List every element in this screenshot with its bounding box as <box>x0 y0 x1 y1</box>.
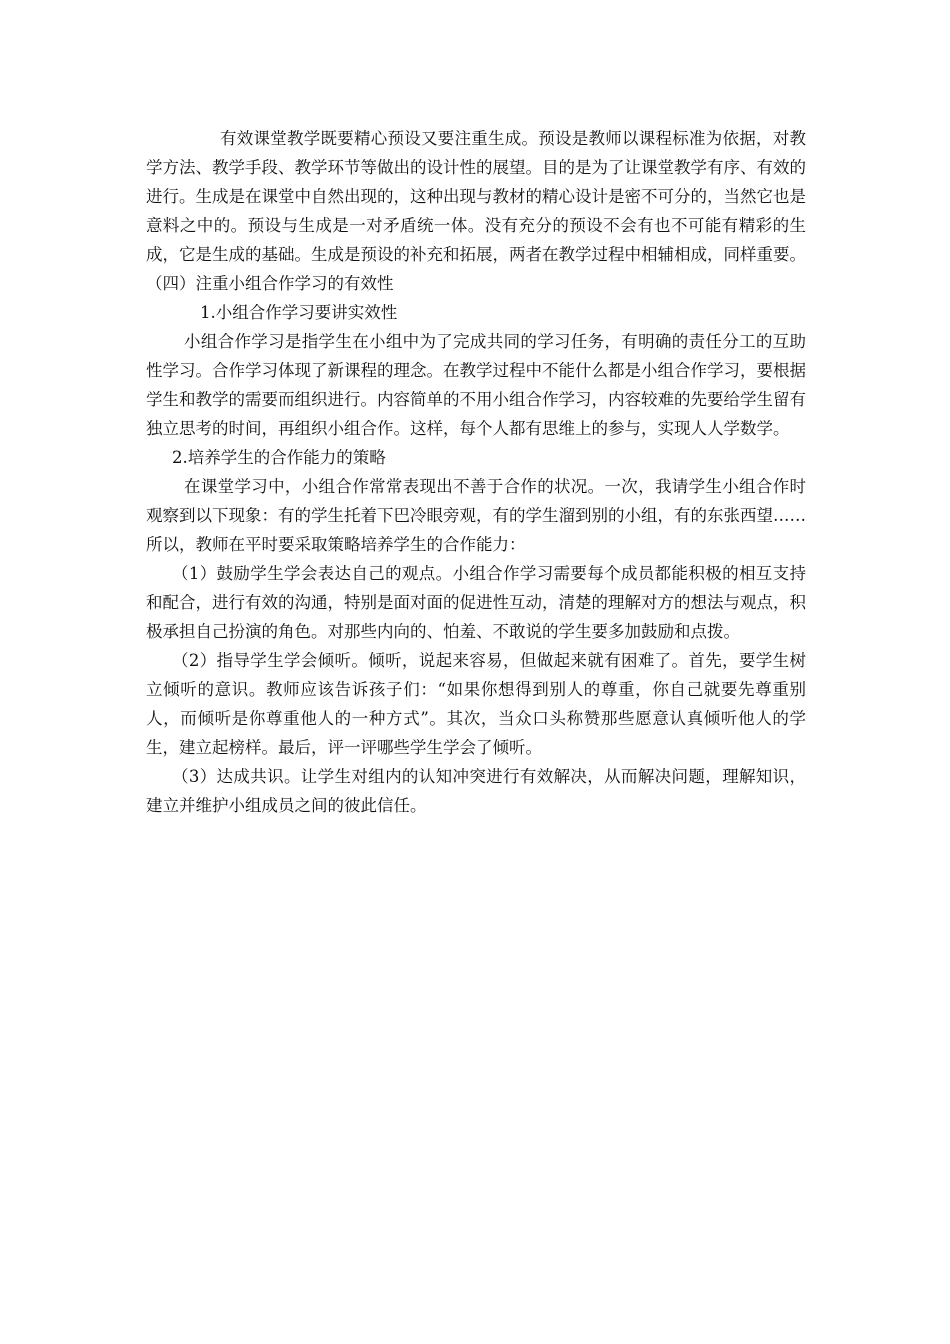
paragraph-preset-generation: 有效课堂教学既要精心预设又要注重生成。预设是教师以课程标准为依据，对教学方法、教学手段、教学环节等做出的设计性的展望。目的是为了让课堂教学有序、有效的进行。生成是在课堂中自然出现的，这种出现与教材的精心设计是密不可分的，当然它也是意料之中的。预设与生成是一对矛盾统一体。没有充分的预设不会有也不可能有精彩的生成，它是生成的基础。生成是预设的补充和拓展，两者在教学过程中相辅相成，同样重要。 <box>146 129 806 264</box>
paragraph-point-2-listen: （2）指导学生学会倾听。倾听，说起来容易，但做起来就有困难了。首先，要学生树立倾听的意识。教师应该告诉孩子们：“如果你想得到别人的尊重，你自己就要先尊重别人，而倾听是你尊重他人的一种方式”。其次，当众口头称赞那些愿意认真倾听他人的学生，建立起榜样。最后，评一评哪些学生学会了倾听。 <box>146 651 806 757</box>
document-body <box>146 124 806 820</box>
paragraph-classroom-observation: 在课堂学习中，小组合作常常表现出不善于合作的状况。一次，我请学生小组合作时观察到以下现象：有的学生托着下巴冷眼旁观，有的学生溜到别的小组，有的东张西望……所以，教师在平时要采取策略培养学生的合作能力： <box>146 477 806 554</box>
paragraph-point-1-express: （1）鼓励学生学会表达自己的观点。小组合作学习需要每个成员都能积极的相互支持和配合，进行有效的沟通，特别是面对面的促进性互动，清楚的理解对方的想法与观点，积极承担自己扮演的角色。对那些内向的、怕羞、不敢说的学生要多加鼓励和点拨。 <box>146 564 806 641</box>
subheading-effectiveness: 1.小组合作学习要讲实效性 <box>200 303 398 322</box>
section-heading-group-cooperation: （四）注重小组合作学习的有效性 <box>146 274 394 293</box>
paragraph-group-learning: 小组合作学习是指学生在小组中为了完成共同的学习任务，有明确的责任分工的互助性学习。合作学习体现了新课程的理念。在教学过程中不能什么都是小组合作学习，要根据学生和教学的需要而组织进行。内容简单的不用小组合作学习，内容较难的先要给学生留有独立思考的时间，再组织小组合作。这样，每个人都有思维上的参与，实现人人学数学。 <box>146 332 806 438</box>
paragraph-point-3-consensus: （3）达成共识。让学生对组内的认知冲突进行有效解决，从而解决问题，理解知识，建立并维护小组成员之间的彼此信任。 <box>146 767 806 815</box>
subheading-cooperation-strategies: 2.培养学生的合作能力的策略 <box>172 448 386 467</box>
